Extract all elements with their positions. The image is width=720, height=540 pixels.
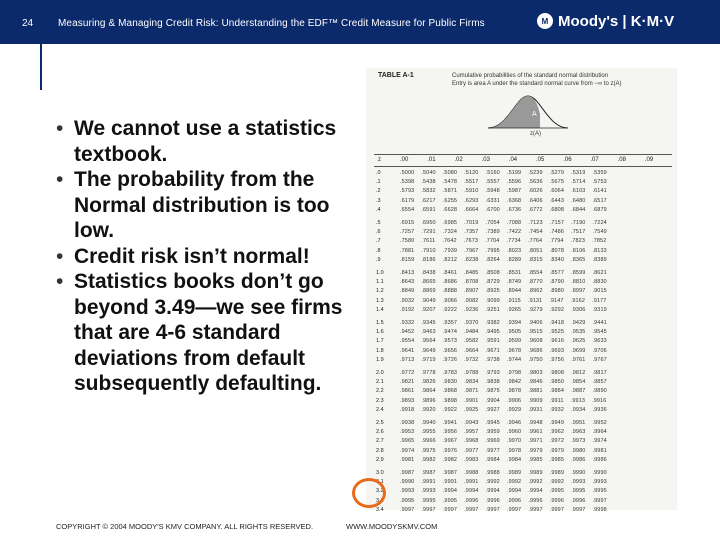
table-row-z: 1.5 xyxy=(376,320,384,326)
table-row-z: 1.2 xyxy=(376,288,384,295)
bullet-list xyxy=(56,116,371,397)
table-row: .5793 .5832 .5871 .5910 .5948 .5987 .6026 .6064 .6103 .6141 xyxy=(400,188,607,195)
table-row: .8413 .8438 .8461 .8485 .8508 .8531 .8554 .8577 .8599 .8621 xyxy=(400,270,607,276)
table-row-z: .8 xyxy=(376,247,381,254)
table-column-header: .05 xyxy=(536,157,545,163)
page-number: 24 xyxy=(22,18,34,29)
normal-distribution-table xyxy=(366,68,677,513)
table-row-z: 1.8 xyxy=(376,347,384,354)
table-row: .9821 .9826 .9830 .9834 .9838 .9842 .9846 .9850 .9854 .9857 xyxy=(400,379,607,386)
table-column-header: .04 xyxy=(508,157,518,163)
table-rule xyxy=(374,154,672,155)
moodys-logo-icon: M xyxy=(537,13,553,29)
table-row: .9641 .9649 .9656 .9664 .9671 .9678 .9686 .9693 .9699 .9706 xyxy=(400,347,607,354)
table-row: .9993 .9993 .9994 .9994 .9994 .9994 .9994 .9995 .9995 .9995 xyxy=(400,488,607,495)
table-row-z: 3.3 xyxy=(376,497,384,504)
table-row: .6915 .6950 .6985 .7019 .7054 .7088 .7123 .7157 .7190 .7224 xyxy=(400,220,607,226)
slide-header xyxy=(0,0,720,44)
table-row-z: .6 xyxy=(376,229,381,236)
table-row: .9990 .9991 .9991 .9991 .9992 .9992 .9992 .9992 .9993 .9993 xyxy=(400,479,607,486)
table-row-z: 2.8 xyxy=(376,447,384,454)
table-row-z: 2.9 xyxy=(376,456,384,463)
table-row: .9995 .9995 .9995 .9996 .9996 .9996 .9996 .9996 .9996 .9997 xyxy=(400,497,607,504)
table-row: .6179 .6217 .6255 .6293 .6331 .6368 .6406 .6443 .6480 .6517 xyxy=(400,197,607,204)
table-row: .9965 .9966 .9967 .9968 .9969 .9970 .9971 .9972 .9973 .9974 xyxy=(400,438,607,445)
table-row: .9997 .9997 .9997 .9997 .9997 .9997 .9997 .9997 .9997 .9998 xyxy=(400,506,607,513)
table-row: .9032 .9049 .9066 .9082 .9099 .9115 .9131 .9147 .9162 .9177 xyxy=(400,297,607,304)
table-row: .9713 .9719 .9726 .9732 .9738 .9744 .9750 .9756 .9761 .9767 xyxy=(400,356,607,363)
bullet-item: • Credit risk isn’t normal! xyxy=(56,244,371,270)
bullet-item: • We cannot use a statistics textbook. xyxy=(56,116,371,167)
table-row: .7881 .7910 .7939 .7967 .7995 .8023 .8051 .8078 .8106 .8133 xyxy=(400,247,607,254)
footer-copyright: COPYRIGHT © 2004 MOODY'S KMV COMPANY. ALL RIGHTS RESERVED. xyxy=(56,522,314,531)
logo-text: Moody's | K·M·V xyxy=(558,12,675,30)
table-row: .8159 .8186 .8212 .8238 .8264 .8289 .8315 .8340 .8365 .8389 xyxy=(400,256,607,263)
table-row: .9981 .9982 .9982 .9983 .9984 .9984 .9985 .9985 .9986 .9986 xyxy=(400,456,607,463)
table-row-z: 1.7 xyxy=(376,338,384,345)
table-column-header: .00 xyxy=(400,157,409,163)
curve-area-label: A xyxy=(532,111,537,118)
table-row-z: 1.4 xyxy=(376,306,384,313)
table-row: .7580 .7611 .7642 .7673 .7704 .7734 .7764 .7794 .7823 .7852 xyxy=(400,238,607,245)
table-row-z: .7 xyxy=(376,238,381,245)
table-row-z: .4 xyxy=(376,206,381,213)
table-row: .9332 .9345 .9357 .9370 .9382 .9394 .9406 .9418 .9429 .9441 xyxy=(400,320,607,326)
table-row: .9918 .9920 .9922 .9925 .9927 .9929 .9931 .9932 .9934 .9936 xyxy=(400,406,607,413)
curve-axis-label: z(A) xyxy=(530,131,541,137)
table-column-header: z xyxy=(378,157,381,163)
table-row-z: .2 xyxy=(376,188,381,195)
table-column-header: .02 xyxy=(454,157,463,163)
table-row-z: 2.5 xyxy=(376,420,384,426)
table-column-header: .03 xyxy=(481,157,490,163)
table-row-z: 2.1 xyxy=(376,379,384,386)
table-row: .8849 .8869 .8888 .8907 .8925 .8944 .8962 .8980 .8997 .9015 xyxy=(400,288,607,295)
table-column-header: .08 xyxy=(617,157,626,163)
table-row: .9192 .9207 .9222 .9236 .9251 .9265 .9279 .9292 .9306 .9319 xyxy=(400,306,607,313)
table-row: .9893 .9896 .9898 .9901 .9904 .9906 .9909 .9911 .9913 .9916 xyxy=(400,397,607,404)
table-row-z: 3.1 xyxy=(376,479,384,486)
table-row-z: 1.1 xyxy=(376,279,384,286)
table-row-z: 1.6 xyxy=(376,329,384,336)
table-label: TABLE A-1 xyxy=(378,72,414,79)
table-subtitle: Cumulative probabilities of the standard normal distribution Entry is area A under the standard normal curve from −∞ to z(A) xyxy=(452,73,622,87)
table-row-z: 1.9 xyxy=(376,356,384,363)
table-row-z: .3 xyxy=(376,197,381,204)
table-row-z: 3.0 xyxy=(376,470,384,476)
table-row-z: 1.3 xyxy=(376,297,384,304)
table-row-z: 2.0 xyxy=(376,370,384,376)
footer-url: WWW.MOODYSKMV.COM xyxy=(346,522,438,531)
table-row: .9772 .9778 .9783 .9788 .9793 .9798 .9803 .9808 .9812 .9817 xyxy=(400,370,607,376)
brand-logo xyxy=(537,10,674,32)
table-row-z: 2.2 xyxy=(376,388,384,395)
table-row-z: 3.4 xyxy=(376,506,384,513)
table-row: .9938 .9940 .9941 .9943 .9945 .9946 .9948 .9949 .9951 .9952 xyxy=(400,420,607,426)
table-row-z: .1 xyxy=(376,179,381,186)
table-rule xyxy=(374,166,672,167)
table-row: .5000 .5040 .5080 .5120 .5160 .5199 .5239 .5279 .5319 .5359 xyxy=(400,170,607,176)
table-row-z: 2.3 xyxy=(376,397,384,404)
table-row: .6554 .6591 .6628 .6664 .6700 .6736 .6772 .6808 .6844 .6879 xyxy=(400,206,607,213)
table-row: .5398 .5438 .5478 .5517 .5557 .5596 .5636 .5675 .5714 .5753 xyxy=(400,179,607,186)
table-column-header: .01 xyxy=(427,157,436,163)
header-accent-rule xyxy=(40,44,42,90)
table-row: .8643 .8665 .8686 .8708 .8729 .8749 .8770 .8790 .8810 .8830 xyxy=(400,279,607,286)
table-row: .9861 .9864 .9868 .9871 .9875 .9878 .9881 .9884 .9887 .9890 xyxy=(400,388,607,395)
table-column-header: .06 xyxy=(563,157,572,163)
slide-title: Measuring & Managing Credit Risk: Understanding the EDF™ Credit Measure for Public Firms xyxy=(58,18,485,29)
table-row: .7257 .7291 .7324 .7357 .7389 .7422 .7454 .7486 .7517 .7549 xyxy=(400,229,607,236)
bullet-item: • The probability from the Normal distribution is too low. xyxy=(56,167,371,244)
table-row-z: .9 xyxy=(376,256,381,263)
table-column-header: .07 xyxy=(590,157,599,163)
bullet-item: • Statistics books don’t go beyond 3.49—we see firms that are 4-6 standard deviations from default subsequently defaulting. xyxy=(56,269,371,397)
table-row-z: .0 xyxy=(376,170,381,176)
table-column-header: .09 xyxy=(644,157,654,163)
table-row-z: 3.2 xyxy=(376,488,384,495)
table-row-z: .5 xyxy=(376,220,381,226)
table-row-z: 2.4 xyxy=(376,406,384,413)
table-row-z: 2.7 xyxy=(376,438,384,445)
table-row: .9974 .9975 .9976 .9977 .9977 .9978 .9979 .9979 .9980 .9981 xyxy=(400,447,607,454)
table-row: .9987 .9987 .9987 .9988 .9988 .9989 .9989 .9989 .9990 .9990 xyxy=(400,470,607,476)
table-row: .9554 .9564 .9573 .9582 .9591 .9599 .9608 .9616 .9625 .9633 xyxy=(400,338,607,345)
bell-curve-icon xyxy=(488,92,568,130)
table-row-z: 2.6 xyxy=(376,429,384,436)
highlight-circle xyxy=(352,478,386,508)
table-row: .9953 .9955 .9956 .9957 .9959 .9960 .9961 .9962 .9963 .9964 xyxy=(400,429,607,436)
table-row: .9452 .9463 .9474 .9484 .9495 .9505 .9515 .9525 .9535 .9545 xyxy=(400,329,607,336)
table-row-z: 1.0 xyxy=(376,270,384,276)
